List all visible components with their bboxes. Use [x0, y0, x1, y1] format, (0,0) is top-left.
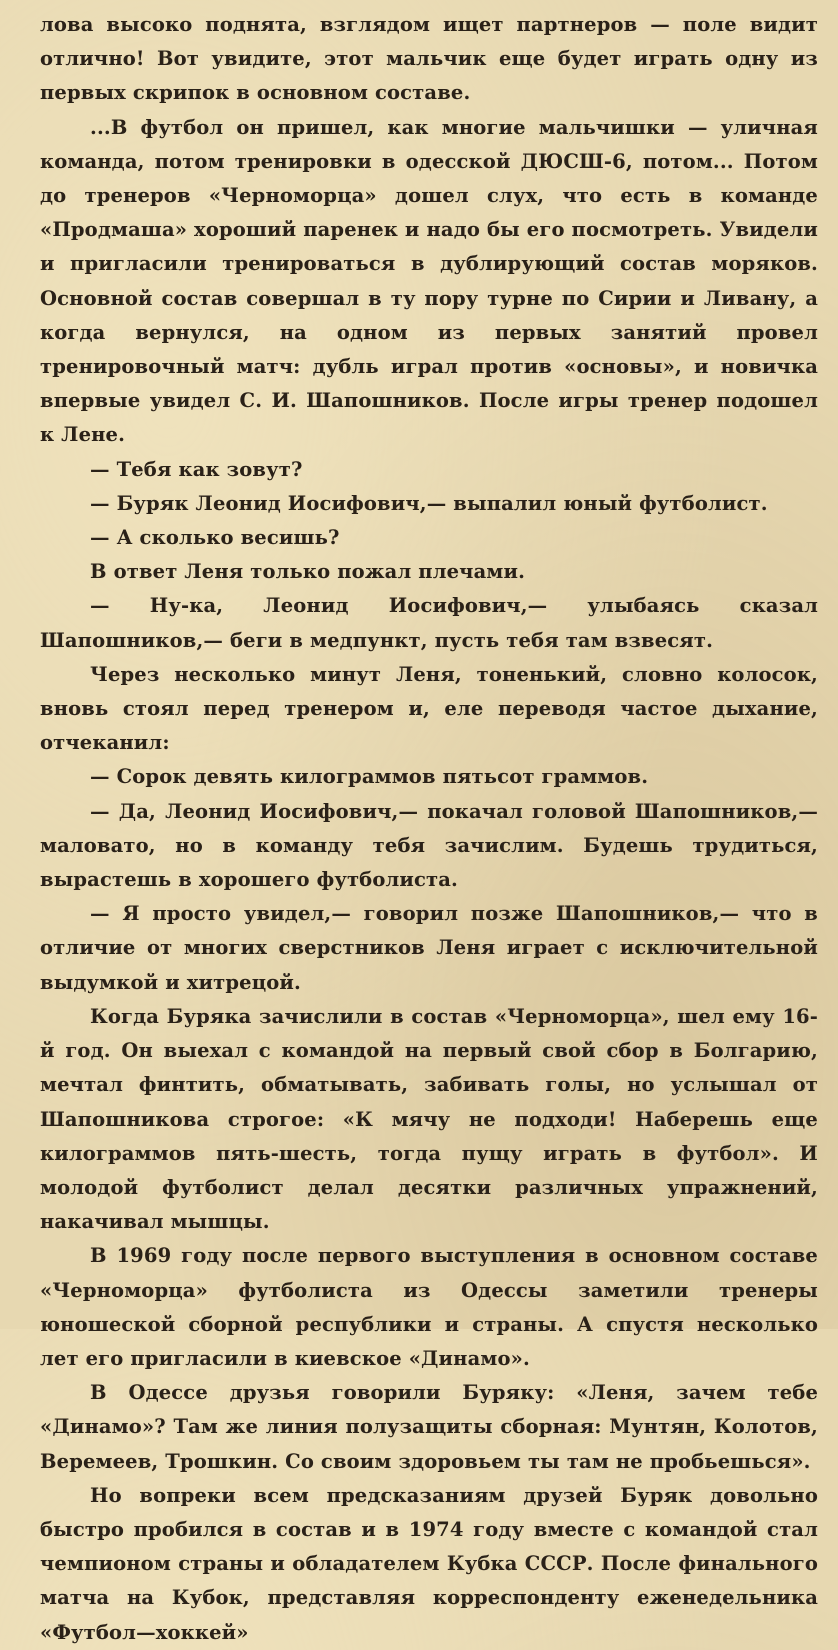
dialogue-line: — Сорок девять килограммов пятьсот граммов. [90, 765, 649, 789]
paragraph: Но вопреки всем предсказаниям друзей Буряк довольно быстро пробился в состав и в 1974 году вместе с командой стал чемпионом страны и обладателем Кубка СССР. После финального матча на Кубок, представляя корреспонденту еженедельника «Футбол—хоккей» [40, 1483, 818, 1644]
dialogue-line: — Тебя как зовут? [90, 457, 303, 481]
text-body [40, 8, 818, 1650]
paragraph: Когда Буряка зачислили в состав «Черноморца», шел ему 16-й год. Он выехал с командой на первый свой сбор в Болгарию, мечтал финтить, обматывать, забивать голы, но услышал от Шапошникова строгое: «К мячу не подходи! Наберешь еще килограммов пять-шесть, тогда пущу играть в футбол». И молодой футболист делал десятки различных упражнений, накачивал мышцы. [40, 1004, 818, 1234]
paragraph: ...В футбол он пришел, как многие мальчишки — уличная команда, потом тренировки в одесской ДЮСШ-6, потом... Потом до тренеров «Черноморца» дошел слух, что есть в команде «Продмаша» хороший паренек и надо бы его посмотреть. Увидели и пригласили тренироваться в дублирующий состав моряков. Основной состав совершал в ту пору турне по Сирии и Ливану, а когда вернулся, на одном из первых занятий провел тренировочный матч: дубль играл против «основы», и новичка впервые увидел С. И. Шапошников. После игры тренер подошел к Лене. [40, 115, 818, 447]
dialogue-line: — Да, Леонид Иосифович,— покачал головой Шапошников,— маловато, но в команду тебя зачислим. Будешь трудиться, вырастешь в хорошего футболиста. [40, 799, 818, 892]
paragraph: В ответ Леня только пожал плечами. [90, 560, 526, 584]
dialogue-line: — А сколько весишь? [90, 526, 340, 550]
paragraph: В Одессе друзья говорили Буряку: «Леня, зачем тебе «Динамо»? Там же линия полузащиты сборная: Мунтян, Колотов, Веремеев, Трошкин. Со своим здоровьем ты там не пробьешься». [40, 1381, 818, 1473]
dialogue-line: — Ну-ка, Леонид Иосифович,— улыбаясь сказал Шапошников,— беги в медпункт, пусть тебя там взвесят. [40, 594, 818, 652]
dialogue-line: — Буряк Леонид Иосифович,— выпалил юный футболист. [90, 491, 768, 515]
paragraph: лова высоко поднята, взглядом ищет партнеров — поле видит отлично! Вот увидите, этот мальчик еще будет играть одну из первых скрипок в основном составе. [40, 13, 818, 105]
paragraph: В 1969 году после первого выступления в основном составе «Черноморца» футболиста из Одессы заметили тренеры юношеской сборной республики и страны. А спустя несколько лет его пригласили в киевское «Динамо». [40, 1244, 818, 1370]
paragraph: Через несколько минут Леня, тоненький, словно колосок, вновь стоял перед тренером и, еле переводя частое дыхание, отчеканил: [40, 662, 818, 755]
dialogue-line: — Я просто увидел,— говорил позже Шапошников,— что в отличие от многих сверстников Леня играет с исключительной выдумкой и хитрецой. [40, 902, 818, 994]
